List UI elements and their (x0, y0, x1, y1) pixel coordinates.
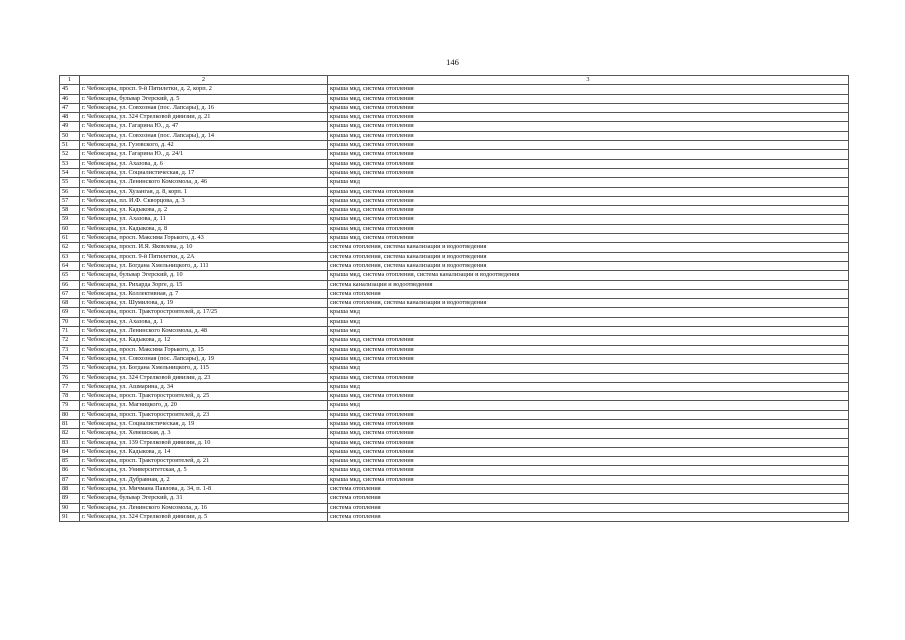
row-number-cell: 62 (60, 243, 80, 252)
table-row (60, 466, 849, 475)
table-row (60, 243, 849, 252)
row-number-cell: 50 (60, 131, 80, 140)
row-works-cell: крыша мкд, система отопления (328, 103, 849, 112)
table-row (60, 392, 849, 401)
row-address-cell: г. Чебоксары, ул. Магницкого, д. 20 (80, 401, 328, 410)
row-works-cell: крыша мкд (328, 308, 849, 317)
row-address-cell: г. Чебоксары, ул. Шумилова, д. 19 (80, 299, 328, 308)
row-works-cell: крыша мкд (328, 317, 849, 326)
row-works-cell: крыша мкд, система отопления (328, 206, 849, 215)
page-number: 146 (446, 57, 459, 67)
row-address-cell: г. Чебоксары, ул. Ленинского Комсомола, д. 16 (80, 503, 328, 512)
row-number-cell: 77 (60, 382, 80, 391)
row-works-cell: крыша мкд, система отопления (328, 345, 849, 354)
table-row (60, 94, 849, 103)
table-row (60, 336, 849, 345)
row-works-cell: крыша мкд, система отопления (328, 457, 849, 466)
row-works-cell: крыша мкд, система отопления (328, 410, 849, 419)
row-works-cell: крыша мкд, система отопления (328, 159, 849, 168)
row-number-cell: 81 (60, 419, 80, 428)
row-address-cell: г. Чебоксары, бульвар Эгерский, д. 10 (80, 271, 328, 280)
row-works-cell: крыша мкд (328, 178, 849, 187)
table-row (60, 503, 849, 512)
row-address-cell: г. Чебоксары, ул. Богдана Хмельницкого, д. 115 (80, 364, 328, 373)
row-works-cell: крыша мкд, система отопления (328, 392, 849, 401)
row-works-cell: крыша мкд, система отопления (328, 94, 849, 103)
row-number-cell: 45 (60, 85, 80, 94)
row-number-cell: 87 (60, 475, 80, 484)
table-row (60, 345, 849, 354)
column-header-works: 3 (328, 76, 849, 85)
table-row (60, 261, 849, 270)
row-address-cell: г. Чебоксары, ул. Ахазова, д. 6 (80, 159, 328, 168)
row-works-cell: крыша мкд, система отопления (328, 113, 849, 122)
table-row (60, 354, 849, 363)
table-row (60, 85, 849, 94)
row-address-cell: г. Чебоксары, ул. Социалистическая, д. 19 (80, 419, 328, 428)
table-row (60, 308, 849, 317)
row-works-cell: крыша мкд (328, 401, 849, 410)
row-works-cell: крыша мкд, система отопления (328, 475, 849, 484)
row-address-cell: г. Чебоксары, ул. Ленинского Комсомола, д. 48 (80, 327, 328, 336)
table-row (60, 168, 849, 177)
table-body (60, 76, 849, 522)
row-works-cell: крыша мкд, система отопления (328, 141, 849, 150)
row-number-cell: 82 (60, 429, 80, 438)
table-row (60, 289, 849, 298)
row-number-cell: 89 (60, 494, 80, 503)
row-number-cell: 63 (60, 252, 80, 261)
row-address-cell: г. Чебоксары, ул. Совхозная (пос. Лапсары), д. 14 (80, 131, 328, 140)
table-row (60, 131, 849, 140)
table-row (60, 419, 849, 428)
row-number-cell: 71 (60, 327, 80, 336)
row-number-cell: 59 (60, 215, 80, 224)
table-row (60, 271, 849, 280)
row-address-cell: г. Чебоксары, ул. 324 Стрелковой дивизии, д. 21 (80, 113, 328, 122)
row-address-cell: г. Чебоксары, ул. Ахазова, д. 1 (80, 317, 328, 326)
row-works-cell: крыша мкд, система отопления (328, 438, 849, 447)
row-address-cell: г. Чебоксары, ул. Совхозная (пос. Лапсары), д. 16 (80, 103, 328, 112)
row-number-cell: 74 (60, 354, 80, 363)
table-row (60, 382, 849, 391)
table-row (60, 327, 849, 336)
row-works-cell: крыша мкд, система отопления (328, 224, 849, 233)
row-number-cell: 65 (60, 271, 80, 280)
table-row (60, 141, 849, 150)
row-works-cell: крыша мкд, система отопления (328, 122, 849, 131)
table-row (60, 187, 849, 196)
row-address-cell: г. Чебоксары, ул. 324 Стрелковой дивизии, д. 5 (80, 512, 328, 521)
row-address-cell: г. Чебоксары, ул. Дубравная, д. 2 (80, 475, 328, 484)
row-works-cell: крыша мкд, система отопления (328, 447, 849, 456)
row-number-cell: 46 (60, 94, 80, 103)
row-address-cell: г. Чебоксары, пл. И.Ф. Скворцова, д. 3 (80, 196, 328, 205)
row-number-cell: 56 (60, 187, 80, 196)
row-works-cell: крыша мкд, система отопления (328, 429, 849, 438)
row-number-cell: 68 (60, 299, 80, 308)
row-number-cell: 76 (60, 373, 80, 382)
table-row (60, 215, 849, 224)
row-number-cell: 60 (60, 224, 80, 233)
column-header-address: 2 (80, 76, 328, 85)
row-number-cell: 51 (60, 141, 80, 150)
row-address-cell: г. Чебоксары, ул. Кадыкова, д. 12 (80, 336, 328, 345)
row-number-cell: 64 (60, 261, 80, 270)
row-number-cell: 52 (60, 150, 80, 159)
row-works-cell: система отопления (328, 289, 849, 298)
row-number-cell: 88 (60, 485, 80, 494)
row-number-cell: 53 (60, 159, 80, 168)
row-address-cell: г. Чебоксары, просп. Тракторостроителей, д. 17/25 (80, 308, 328, 317)
row-address-cell: г. Чебоксары, ул. Мичмана Павлова, д. 34, п. 1-8 (80, 485, 328, 494)
row-number-cell: 80 (60, 410, 80, 419)
row-works-cell: крыша мкд (328, 364, 849, 373)
table-header-row (60, 76, 849, 85)
table-row (60, 299, 849, 308)
row-works-cell: крыша мкд, система отопления (328, 336, 849, 345)
objects-table (59, 75, 849, 522)
row-works-cell: система канализации и водоотведения (328, 280, 849, 289)
row-address-cell: г. Чебоксары, ул. Ахазова, д. 11 (80, 215, 328, 224)
row-works-cell: крыша мкд, система отопления (328, 85, 849, 94)
row-works-cell: крыша мкд (328, 327, 849, 336)
row-address-cell: г. Чебоксары, бульвар Эгерский, д. 31 (80, 494, 328, 503)
row-address-cell: г. Чебоксары, ул. Кадыкова, д. 8 (80, 224, 328, 233)
row-number-cell: 72 (60, 336, 80, 345)
row-works-cell: крыша мкд, система отопления (328, 419, 849, 428)
table-row (60, 234, 849, 243)
row-works-cell: крыша мкд, система отопления, система канализации и водоотведения (328, 271, 849, 280)
row-number-cell: 61 (60, 234, 80, 243)
row-address-cell: г. Чебоксары, ул. Гагарина Ю., д. 47 (80, 122, 328, 131)
row-works-cell: крыша мкд, система отопления (328, 168, 849, 177)
row-number-cell: 47 (60, 103, 80, 112)
row-works-cell: система отопления, система канализации и водоотведения (328, 243, 849, 252)
table-row (60, 401, 849, 410)
row-works-cell: крыша мкд, система отопления (328, 215, 849, 224)
row-number-cell: 58 (60, 206, 80, 215)
row-address-cell: г. Чебоксары, просп. 9-й Пятилетки, д. 2А (80, 252, 328, 261)
row-address-cell: г. Чебоксары, бульвар Эгерский, д. 5 (80, 94, 328, 103)
row-address-cell: г. Чебоксары, ул. Гагарина Ю., д. 24/1 (80, 150, 328, 159)
row-number-cell: 75 (60, 364, 80, 373)
table-row (60, 178, 849, 187)
row-number-cell: 67 (60, 289, 80, 298)
row-works-cell: крыша мкд, система отопления (328, 234, 849, 243)
row-works-cell: крыша мкд, система отопления (328, 466, 849, 475)
row-address-cell: г. Чебоксары, ул. Гузовского, д. 42 (80, 141, 328, 150)
row-address-cell: г. Чебоксары, просп. Тракторостроителей, д. 21 (80, 457, 328, 466)
row-address-cell: г. Чебоксары, ул. Ашмарина, д. 34 (80, 382, 328, 391)
table-row (60, 364, 849, 373)
row-address-cell: г. Чебоксары, ул. Кадыкова, д. 2 (80, 206, 328, 215)
row-number-cell: 86 (60, 466, 80, 475)
row-works-cell: крыша мкд, система отопления (328, 187, 849, 196)
row-address-cell: г. Чебоксары, просп. И.Я. Яковлева, д. 10 (80, 243, 328, 252)
row-works-cell: крыша мкд, система отопления (328, 131, 849, 140)
row-number-cell: 70 (60, 317, 80, 326)
row-number-cell: 49 (60, 122, 80, 131)
table-row (60, 429, 849, 438)
row-address-cell: г. Чебоксары, ул. 324 Стрелковой дивизии, д. 23 (80, 373, 328, 382)
table-row (60, 485, 849, 494)
row-address-cell: г. Чебоксары, ул. 139 Стрелковой дивизии, д. 10 (80, 438, 328, 447)
row-address-cell: г. Чебоксары, ул. Хузангая, д. 8, корп. 1 (80, 187, 328, 196)
table-row (60, 447, 849, 456)
table-row (60, 280, 849, 289)
table-row (60, 410, 849, 419)
row-works-cell: система отопления (328, 485, 849, 494)
column-header-number: 1 (60, 76, 80, 85)
row-works-cell: крыша мкд, система отопления (328, 196, 849, 205)
row-number-cell: 91 (60, 512, 80, 521)
row-number-cell: 57 (60, 196, 80, 205)
row-works-cell: система отопления, система канализации и водоотведения (328, 299, 849, 308)
row-number-cell: 83 (60, 438, 80, 447)
table-row (60, 512, 849, 521)
row-number-cell: 79 (60, 401, 80, 410)
row-address-cell: г. Чебоксары, просп. Тракторостроителей, д. 25 (80, 392, 328, 401)
row-works-cell: крыша мкд (328, 382, 849, 391)
table-row (60, 113, 849, 122)
row-number-cell: 73 (60, 345, 80, 354)
row-works-cell: крыша мкд, система отопления (328, 354, 849, 363)
row-number-cell: 84 (60, 447, 80, 456)
table-row (60, 373, 849, 382)
row-address-cell: г. Чебоксары, ул. Рихарда Зорге, д. 15 (80, 280, 328, 289)
table-row (60, 457, 849, 466)
row-address-cell: г. Чебоксары, ул. Хевешская, д. 3 (80, 429, 328, 438)
table-row (60, 159, 849, 168)
row-number-cell: 85 (60, 457, 80, 466)
row-address-cell: г. Чебоксары, ул. Богдана Хмельницкого, д. 111 (80, 261, 328, 270)
table-row (60, 438, 849, 447)
row-works-cell: крыша мкд, система отопления (328, 150, 849, 159)
row-address-cell: г. Чебоксары, ул. Ленинского Комсомола, д. 46 (80, 178, 328, 187)
table-row (60, 494, 849, 503)
row-works-cell: система отопления, система канализации и водоотведения (328, 252, 849, 261)
table-row (60, 196, 849, 205)
row-address-cell: г. Чебоксары, просп. Тракторостроителей, д. 23 (80, 410, 328, 419)
row-address-cell: г. Чебоксары, ул. Коллективная, д. 7 (80, 289, 328, 298)
table-row (60, 206, 849, 215)
row-address-cell: г. Чебоксары, ул. Социалистическая, д. 17 (80, 168, 328, 177)
row-address-cell: г. Чебоксары, ул. Кадыкова, д. 14 (80, 447, 328, 456)
row-number-cell: 48 (60, 113, 80, 122)
row-works-cell: система отопления (328, 494, 849, 503)
row-address-cell: г. Чебоксары, просп. Максима Горького, д. 43 (80, 234, 328, 243)
row-address-cell: г. Чебоксары, ул. Университетская, д. 5 (80, 466, 328, 475)
row-works-cell: система отопления, система канализации и водоотведения (328, 261, 849, 270)
table-row (60, 475, 849, 484)
table-row (60, 150, 849, 159)
row-address-cell: г. Чебоксары, просп. 9-й Пятилетки, д. 2, корп. 2 (80, 85, 328, 94)
row-number-cell: 54 (60, 168, 80, 177)
row-works-cell: крыша мкд, система отопления (328, 373, 849, 382)
row-number-cell: 55 (60, 178, 80, 187)
row-address-cell: г. Чебоксары, просп. Максима Горького, д. 15 (80, 345, 328, 354)
row-works-cell: система отопления (328, 503, 849, 512)
row-number-cell: 78 (60, 392, 80, 401)
table-row (60, 252, 849, 261)
table-row (60, 103, 849, 112)
table-row (60, 317, 849, 326)
row-number-cell: 69 (60, 308, 80, 317)
table-row (60, 224, 849, 233)
row-address-cell: г. Чебоксары, ул. Совхозная (пос. Лапсары), д. 19 (80, 354, 328, 363)
row-works-cell: система отопления (328, 512, 849, 521)
row-number-cell: 66 (60, 280, 80, 289)
table-row (60, 122, 849, 131)
row-number-cell: 90 (60, 503, 80, 512)
